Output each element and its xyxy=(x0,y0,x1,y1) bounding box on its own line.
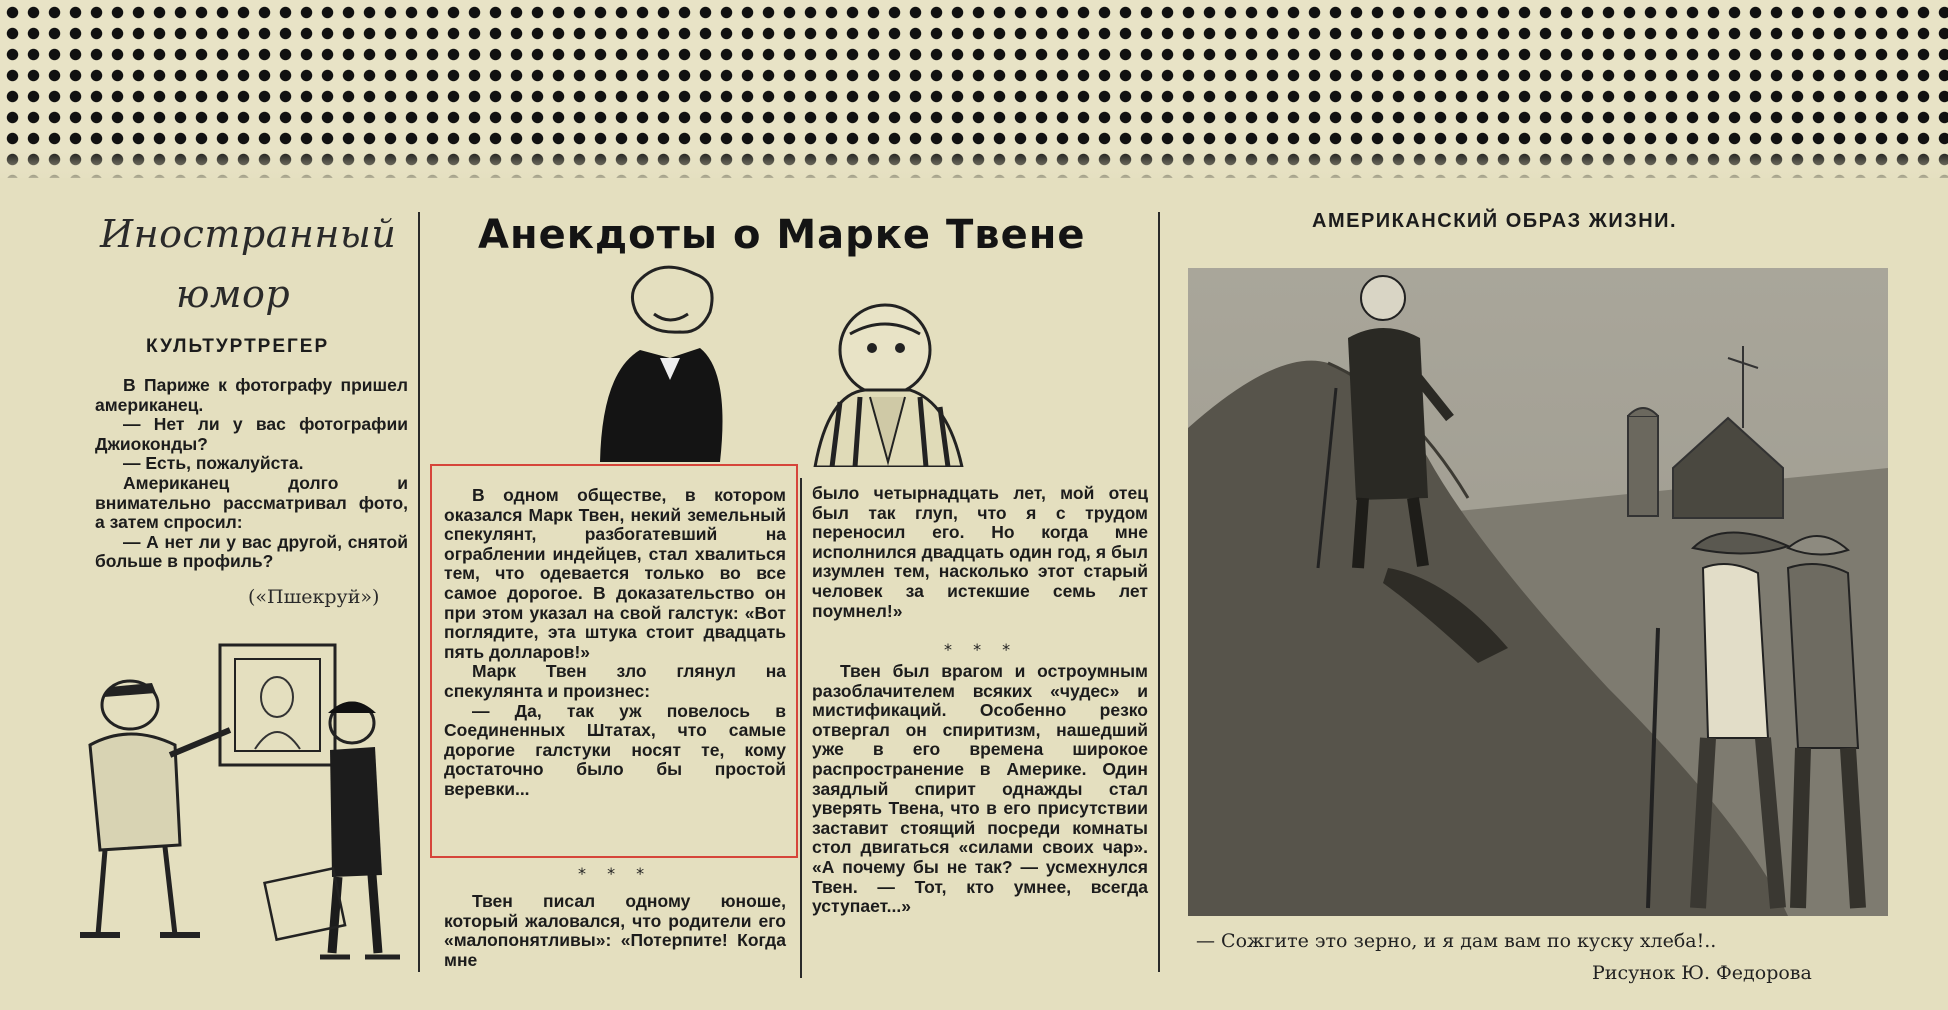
paragraph: В Париже к фотографу пришел американец. xyxy=(95,375,408,415)
highlight-box xyxy=(430,464,798,858)
cartoon-credit: Рисунок Ю. Федорова xyxy=(1592,962,1812,984)
cartoon-title: АМЕРИКАНСКИЙ ОБРАЗ ЖИЗНИ. xyxy=(1312,210,1678,232)
twain-cartoon-illustration xyxy=(570,262,1010,467)
paragraph: Твен писал одному юноше, который жаловался, что родители его «малопонятливы»: «Потерпите! Когда мне xyxy=(444,891,786,970)
twain-anecdote-2-start xyxy=(444,892,786,970)
twain-anecdote-3 xyxy=(812,662,1148,917)
paragraph: — Нет ли у вас фотографии Джиоконды? xyxy=(95,414,408,454)
story-source: («Пшекруй») xyxy=(248,586,380,608)
column-rule-right xyxy=(1158,212,1160,972)
rubric-title-line2: юмор xyxy=(176,272,291,316)
paragraph: В одном обществе, в котором оказался Марк Твен, некий земельный спекулянт, разбогатевший на ограблении индейцев, стал хвалиться тем, что одевается только во все самое дорогое. В доказательство он при этом указал на свой галстук: «Вот поглядите, эта штука стоит двадцать пять долларов!» xyxy=(444,485,786,662)
left-story-text xyxy=(95,376,408,572)
story-subheading: КУЛЬТУРТРЕГЕР xyxy=(146,336,330,357)
paragraph: Американец долго и внимательно рассматривал фото, а затем спросил: xyxy=(95,472,408,533)
paragraph: Марк Твен зло глянул на спекулянта и произнес: xyxy=(444,661,786,701)
cartoon-caption: — Сожгите это зерно, и я дам вам по куску хлеба!.. xyxy=(1196,930,1717,952)
paragraph: Твен был врагом и остроумным разоблачителем всяких «чудес» и мистификаций. Особенно резко отвергал он спиритизм, нашедший уже в его времена широкое распространение в Америке. Один заядлый спирит однажды стал уверять Твена, что в его присутствии заставит стоящий посреди комнаты стол двигаться «силами своих чар». «А почему бы не так? — усмехнулся Твен. — Тот, кто умнее, всегда уступает...» xyxy=(812,661,1148,917)
column-rule-center xyxy=(800,478,802,978)
cartoon-picture xyxy=(1188,268,1888,916)
paragraph: — Есть, пожалуйста. xyxy=(123,453,304,474)
rubric-title-line1: Иностранный xyxy=(100,212,397,256)
left-cartoon-illustration xyxy=(70,635,410,970)
paragraph: — Да, так уж повелось в Соединенных Штатах, что самые дорогие галстуки носят те, кому достаточно было бы простой веревки... xyxy=(444,700,786,799)
paragraph: — А нет ли у вас другой, снятой больше в профиль? xyxy=(95,531,408,572)
halftone-fade xyxy=(0,150,1948,186)
column-rule-left xyxy=(418,212,420,972)
section-stars: * * * xyxy=(944,640,1019,659)
page-headline: Анекдоты о Марке Твене xyxy=(478,212,1086,258)
section-stars: * * * xyxy=(578,864,653,883)
farm-cartoon-drawing xyxy=(1188,268,1888,916)
twain-anecdote-2-end xyxy=(812,484,1148,621)
paragraph: было четырнадцать лет, мой отец был так глуп, что я с трудом переносил его. Но когда мне исполнился двадцать один год, я был изумлен тем, насколько этот старый человек за истекшие семь лет поумнел!» xyxy=(812,483,1148,621)
